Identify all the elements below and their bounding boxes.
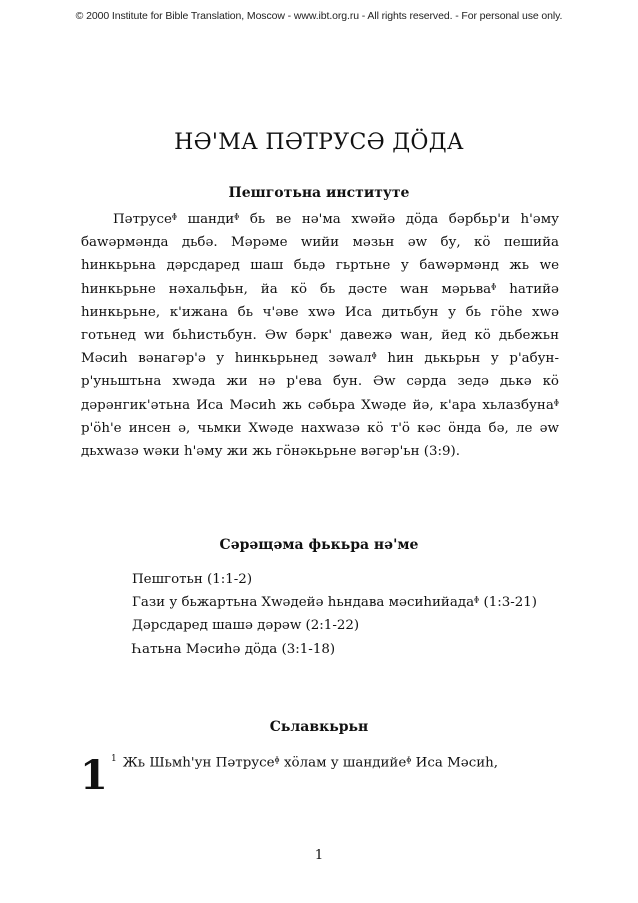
greeting-heading: Сьлавкьрьн	[269, 719, 369, 735]
outline-item: Пешготьн (1:1-2)	[132, 572, 253, 587]
outline-heading: Сәрәщәма фькьра нә'ме	[219, 537, 419, 553]
intro-paragraph: Пәтрусеᶲ шандиᶲ бь ве нә'ма хwәйә дӧда бәрбьр'и һ'әму баwәрмәнда дьбә. Мәрәме wийи мәзьн әw бу, кӧ пешийа һинкьрьна дәрсдаред шаш бьдә гьртьне у баwәрмәнд жь wе һинкьрьне нәхальфьн, йа кӧ бь дәсте wан мәрьваᶲ һатийә һинкьрьне, к'ижана бь ч'әве хwә Иса дитьбун у бь гӧһе хwә готьнед wи бьһистьбун. Әw бәрк' давежә wан, йед кӧ дьбежьн Мәсиһ вәнагәр'ә у һинкьрьнед зәwалᶲ һин дькьрьн у р'абун-р'уньштьна хwәда жи нә р'ева бун. Әw сәрда зедә дькә кӧ дәрәнгик'әтьна Иса Мәсиһ жь сәбьра Хwәде йә, к'ара хьлазбунаᶲ р'ӧһ'е инсен ә, чьмки Хwәде нахwазә кӧ т'ӧ кәс ӧнда бә, ле әw дьхwазә wәки һ'әму жи жь гӧнәкьрьне вәгәр'ьн (3:9).	[81, 212, 559, 460]
outline-item: Һатьна Мәсиһә дӧда (3:1-18)	[132, 641, 336, 657]
page-number: 1	[314, 848, 324, 863]
chapter-number: 1	[80, 752, 108, 799]
intro-heading: Пешготьна институте	[228, 185, 410, 201]
verse-number: 1	[111, 754, 117, 764]
outline-item: Дәрсдаред шашә дәрәw (2:1-22)	[132, 618, 360, 634]
verse-1	[111, 748, 571, 774]
outline-list	[132, 568, 562, 661]
copyright-notice: © 2000 Institute for Bible Translation, Moscow - www.ibt.org.ru - All rights reserved. - For personal use only.	[75, 10, 563, 22]
book-title: НӘ'МА ПӘТРУСӘ ДӦДА	[174, 130, 464, 155]
verse-text: Жь Шьмһ'ун Пәтрусеᶲ хӧлам у шандийеᶲ Иса Мәсиһ,	[122, 755, 499, 771]
outline-item: Гази у бьжартьна Хwәдейә һьндава мәсиһийадаᶲ (1:3-21)	[132, 595, 538, 611]
